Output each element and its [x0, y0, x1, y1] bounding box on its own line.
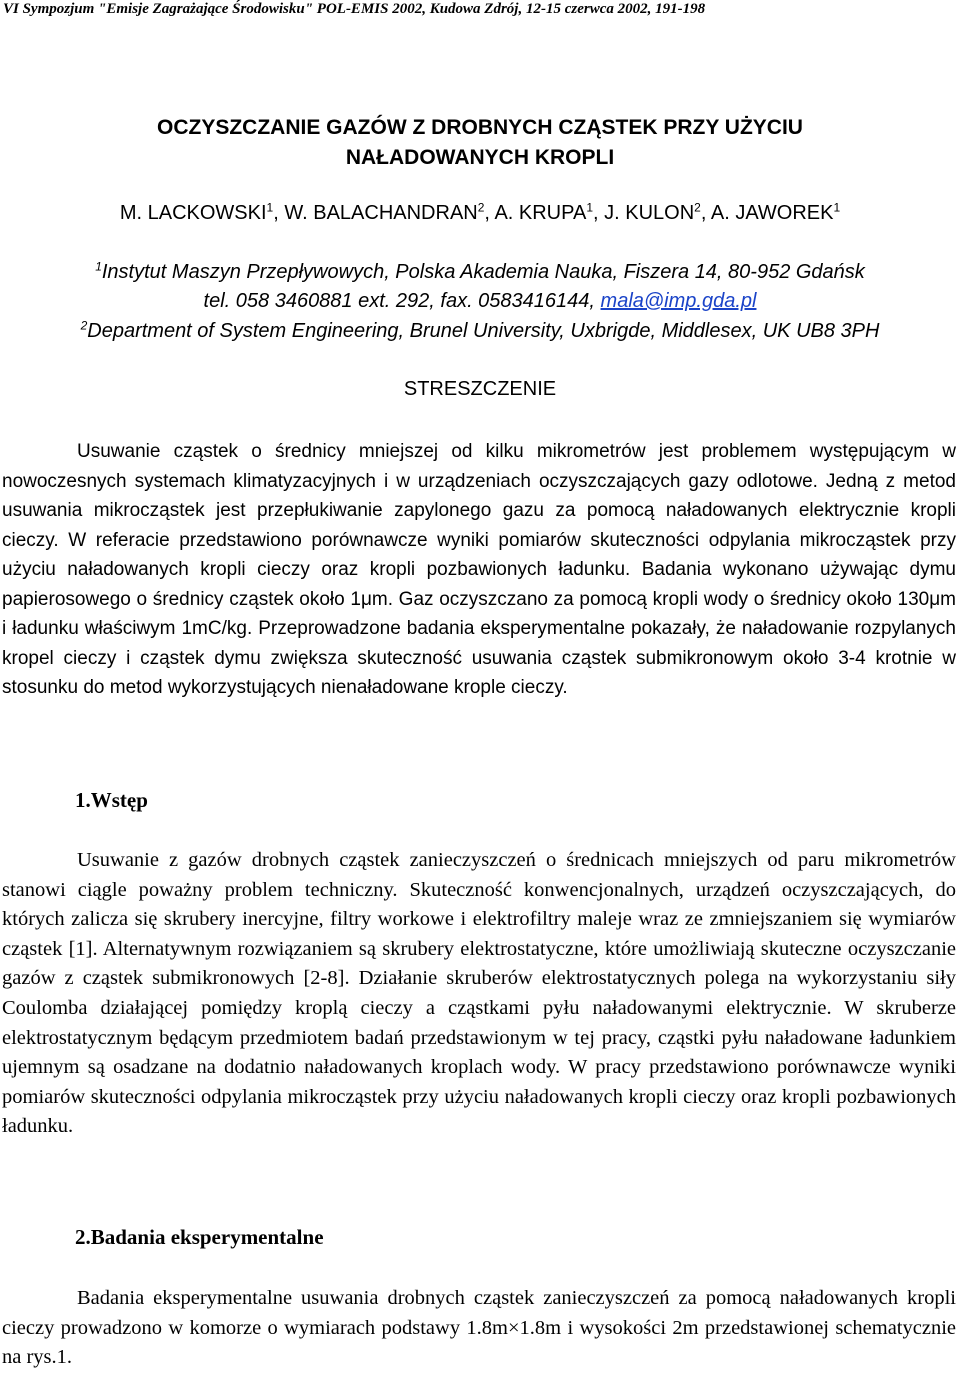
contact-text: tel. 058 3460881 ext. 292, fax. 0583416144,	[203, 290, 601, 312]
author-list	[0, 202, 960, 225]
section-heading-1: 1.Wstęp	[75, 788, 148, 812]
affiliation-1	[0, 261, 960, 284]
section-1-paragraph: Usuwanie z gazów drobnych cząstek zanieczyszczeń o średnicach mniejszych od paru mikrometrów stanowi ciągle poważny problem techniczny. Skuteczność konwencjonalnych, urządzeń oczyszczających, do których zalicza się skrubery inercyjne, filtry workowe i elektrofiltry maleje wraz ze zmniejszaniem się wymiarów cząstek [1]. Alternatywnym rozwiązaniem są skrubery elektrostatyczne, które umożliwiają skuteczne oczyszczanie gazów z cząstek submikronowych [2-8]. Działanie skruberów elektrostatycznych polega na wykorzystaniu siły Coulomba działającej pomiędzy kroplą cieczy a cząstkami pyłu naładowanymi elektrycznie. W skruberze elektrostatycznym będącym przedmiotem badań przedstawionym w tej pracy, cząstki pyłu naładowane ładunkiem ujemnym są osadzane na dodatnio naładowanych kroplach wody. W pracy przedstawiono porównawcze wyniki pomiarów skuteczności odpylania mikrocząstek przy użyciu naładowanych kropli cieczy oraz kropli pozbawionych ładunku.	[2, 849, 956, 1138]
author-name: W. BALACHANDRAN	[284, 202, 478, 224]
affiliation-1-text: Instytut Maszyn Przepływowych, Polska Akademia Nauka, Fiszera 14, 80-952 Gdańsk	[101, 261, 865, 283]
author-name: M. LACKOWSKI	[119, 202, 267, 224]
affiliation-1-contact	[0, 290, 960, 313]
author-separator: ,	[484, 202, 495, 224]
affiliation-mark: 1	[95, 259, 102, 274]
author-name: A. KRUPA	[494, 202, 587, 224]
section-heading-2: 2.Badania eksperymentalne	[75, 1225, 324, 1249]
abstract-heading: STRESZCZENIE	[403, 378, 557, 400]
author-affiliation-mark: 2	[477, 200, 485, 215]
paper-title-line-1: OCZYSZCZANIE GAZÓW Z DROBNYCH CZĄSTEK PRZY UŻYCIU	[157, 116, 803, 139]
affiliation-2	[0, 320, 960, 343]
author-separator: ,	[273, 202, 285, 224]
author-separator: ,	[593, 202, 605, 224]
affiliation-mark: 2	[80, 318, 88, 333]
author-affiliation-mark: 1	[586, 200, 593, 215]
abstract-paragraph: Usuwanie cząstek o średnicy mniejszej od kilku mikrometrów jest problemem występującym w nowoczesnych systemach klimatyzacyjnych i w urządzeniach oczyszczających gazy odlotowe. Jedną z metod usuwania mikrocząstek jest przepłukiwanie zapylonego gazu za pomocą naładowanych elektrycznie kropli cieczy. W referacie przedstawiono porównawcze wyniki pomiarów skuteczności odpylania mikrocząstek przy użyciu naładowanych kropli cieczy oraz kropli pozbawionych ładunku. Badania wykonano używając dymu papierosowego o średnicy cząstek około 1μm. Gaz oczyszczano za pomocą kropli wody o średnicy około 130μm i ładunku właściwym 1mC/kg. Przeprowadzone badania eksperymentalne pokazały, że naładowanie rozpylanych kropel cieczy i cząstek dymu zwiększa skuteczność usuwania cząstek submikronowym około 3-4 krotnie w stosunku do metod wykorzystujących nienaładowane krople cieczy.	[2, 441, 956, 698]
author-affiliation-mark: 1	[833, 200, 841, 215]
paper-title-line-2: NAŁADOWANYCH KROPLI	[345, 146, 615, 169]
section-2-paragraph: Badania eksperymentalne usuwania drobnych cząstek zanieczyszczeń za pomocą naładowanych kropli cieczy prowadzono w komorze o wymiarach podstawy 1.8m×1.8m i wysokości 2m przedstawionej schematycznie na rys.1.	[2, 1287, 956, 1369]
author-name: J. KULON	[604, 202, 695, 224]
running-header: VI Sympozjum "Emisje Zagrażające Środowisku" POL-EMIS 2002, Kudowa Zdrój, 12-15 czerwca 2002, 191-198	[3, 1, 706, 17]
author-affiliation-mark: 2	[694, 200, 701, 215]
author-affiliation-mark: 1	[266, 200, 274, 215]
affiliation-2-text: Department of System Engineering, Brunel University, Uxbrigde, Middlesex, UK UB8 3PH	[87, 320, 880, 342]
email-link[interactable]: mala@imp.gda.pl	[600, 290, 757, 312]
author-separator: ,	[700, 202, 711, 224]
author-name: A. JAWOREK	[710, 202, 834, 224]
